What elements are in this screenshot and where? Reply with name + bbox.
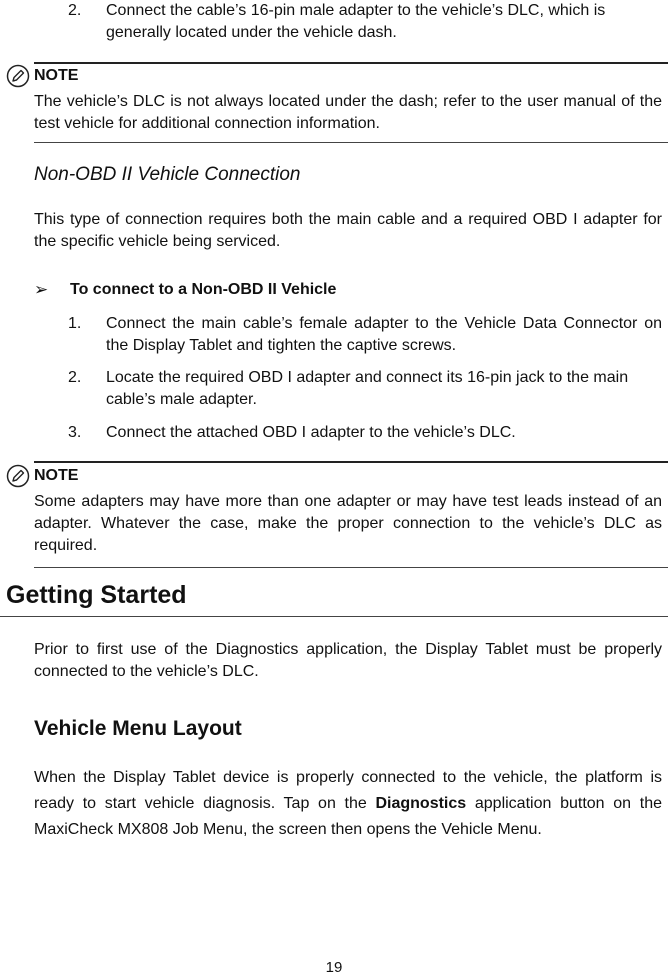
pencil-note-icon	[6, 64, 30, 88]
note-bottom-rule	[34, 142, 668, 143]
note-text: The vehicle’s DLC is not always located under the dash; refer to the user manual of the test vehicle for additional connection information.	[34, 93, 662, 132]
heading-rule	[0, 616, 668, 617]
section-heading: Getting Started	[6, 581, 187, 609]
list-number: 2.	[68, 2, 82, 19]
pencil-note-icon	[6, 464, 30, 488]
section-subheading: Non-OBD II Vehicle Connection	[34, 164, 301, 185]
diagnostics-term: Diagnostics	[375, 795, 467, 812]
note-header	[6, 464, 78, 488]
list-number: 2.	[68, 369, 82, 386]
note-label: NOTE	[34, 467, 79, 484]
note-label: NOTE	[34, 67, 79, 84]
note-header	[6, 64, 78, 88]
bullet-heading-text: To connect to a Non-OBD II Vehicle	[70, 281, 337, 298]
list-number: 3.	[68, 424, 82, 441]
list-item-text: Connect the cable’s 16-pin male adapter to the vehicle’s DLC, which is generally located under the vehicle dash.	[106, 2, 606, 41]
arrow-bullet-icon: ➢	[34, 280, 49, 299]
list-item-text: Locate the required OBD I adapter and connect its 16-pin jack to the main cable’s male adapter.	[106, 369, 629, 408]
note-bottom-rule	[34, 567, 668, 568]
list-item-text: Connect the attached OBD I adapter to the vehicle’s DLC.	[106, 424, 516, 441]
list-item-text: Connect the main cable’s female adapter to the Vehicle Data Connector on the Display Tablet and tighten the captive screws.	[106, 315, 662, 354]
note-top-rule	[34, 62, 668, 64]
list-number: 1.	[68, 315, 82, 332]
note-text: Some adapters may have more than one adapter or may have test leads instead of an adapter. Whatever the case, make the proper connection to the vehicle’s DLC as required.	[34, 493, 662, 554]
subsection-text: When the Display Tablet device is properly connected to the vehicle, the platform is ready to start vehicle diagnosis. Tap on the Diagnostics application button on the MaxiCheck MX808 Job Menu, the screen then opens the Vehicle Menu.	[34, 769, 662, 838]
subsection-heading: Vehicle Menu Layout	[34, 717, 242, 740]
bullet-heading	[34, 279, 336, 301]
page-number: 19	[325, 959, 343, 976]
section-intro: This type of connection requires both the main cable and a required OBD I adapter for the specific vehicle being serviced.	[34, 211, 662, 250]
section-text: Prior to first use of the Diagnostics application, the Display Tablet must be properly connected to the vehicle’s DLC.	[34, 641, 662, 680]
note-top-rule	[34, 461, 668, 463]
